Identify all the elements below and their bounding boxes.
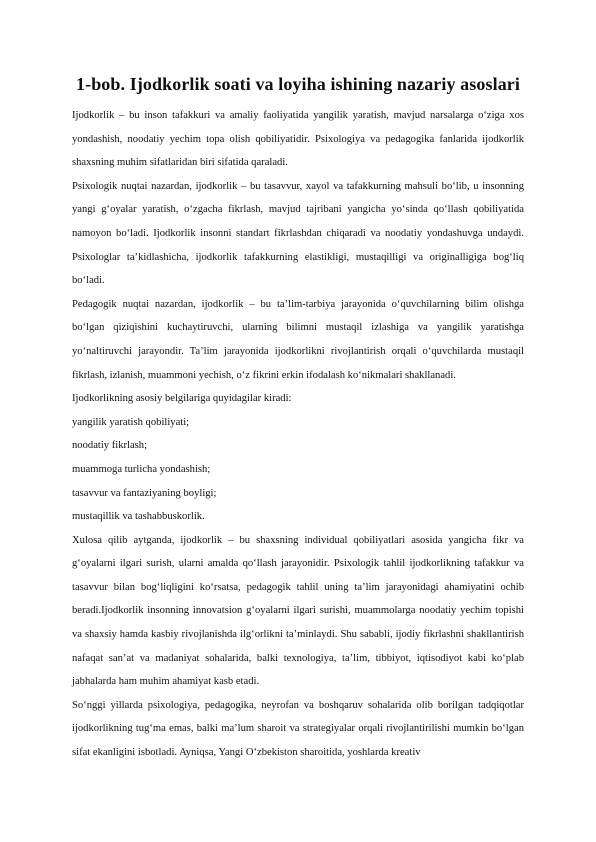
- list-item: yangilik yaratish qobiliyati;: [72, 416, 190, 428]
- paragraph-definition: Ijodkorlik – bu inson tafakkuri va amaliy faoliyatida yangilik yaratish, mavjud narsalarga oʻziga xos yondashish, noodatiy yechim topa olish qobiliyatidir. Psixologiya va pedagogika fanlarida ijodkorlik shaxsning muhim sifatlaridan biri sifatida qaraladi.: [72, 110, 524, 169]
- paragraph-research: Soʻnggi yillarda psixologiya, pedagogika, neyrofan va boshqaruv sohalarida olib borilgan tadqiqotlar ijodkorlikning tugʻma emas, balki maʼlum sharoit va strategiyalar orqali rivojlantirilishi mumkin boʻlgan sifat ekanligini isbotladi. Ayniqsa, Yangi Oʻzbekiston sharoitida, yoshlarda kreativ: [72, 699, 524, 759]
- paragraph-conclusion: Xulosa qilib aytganda, ijodkorlik – bu shaxsning individual qobiliyatlari asosida yangicha fikr va gʻoyalarni ilgari surish, ularni amalda qoʻllash jarayonidir. Psixologik tahlil ijodkorlikning tafakkur va tasavvur bilan bogʻliqligini koʻrsatsa, pedagogik tahlil uning taʼlim jarayonidagi ahamiyatini ochib beradi.Ijodkorlik insonning innovatsion gʻoyalarni ilgari surishi, muammolarga noodatiy yechim topishi va shaxsiy hamda kasbiy rivojlanishda ilgʻorlikni taʼminlaydi. Shu sababli, ijodiy fikrlashni shakllantirish nafaqat sanʼat va madaniyat sohalarida, balki texnologiya, taʼlim, tibbiyot, iqtisodiyot kabi koʻplab jabhalarda ham muhim ahamiyat kasb etadi.: [72, 534, 524, 688]
- document-body: [72, 104, 524, 765]
- list-item: tasavvur va fantaziyaning boyligi;: [72, 487, 217, 499]
- paragraph-list-intro: Ijodkorlikning asosiy belgilariga quyidagilar kiradi:: [72, 393, 292, 405]
- list-item: noodatiy fikrlash;: [72, 440, 148, 452]
- paragraph-psychological: Psixologik nuqtai nazardan, ijodkorlik – bu tasavvur, xayol va tafakkurning mahsuli boʻlib, u insonning yangi gʻoyalar yaratish, oʻzgacha fikrlash, mavjud tajribani yangicha yoʻsinda qoʻllash qobiliyatida namoyon boʻladi. Ijodkorlik insonni standart fikrlashdan chiqaradi va noodatiy yondashuvga undaydi. Psixologlar taʼkidlashicha, ijodkorlik tafakkurning elastikligi, mustaqilligi va originalligiga bogʻliq boʻladi.: [72, 180, 524, 287]
- page-title: 1-bob. Ijodkorlik soati va loyiha ishining nazariy asoslari: [76, 74, 520, 94]
- paragraph-pedagogical: Pedagogik nuqtai nazardan, ijodkorlik – bu taʼlim-tarbiya jarayonida oʻquvchilarning bilim olishga boʻlgan qiziqishini kuchaytiruvchi, ularning bilimni mustaqil izlashiga va yangilik yaratishga yoʻnaltiruvchi jarayondir. Taʼlim jarayonida ijodkorlikni rivojlantirish orqali oʻquvchilarda mustaqil fikrlash, izlanish, muammoni yechish, oʻz fikrini erkin ifodalash koʻnikmalari shakllanadi.: [72, 298, 524, 381]
- list-item: muammoga turlicha yondashish;: [72, 463, 211, 475]
- list-item: mustaqillik va tashabbuskorlik.: [72, 511, 205, 523]
